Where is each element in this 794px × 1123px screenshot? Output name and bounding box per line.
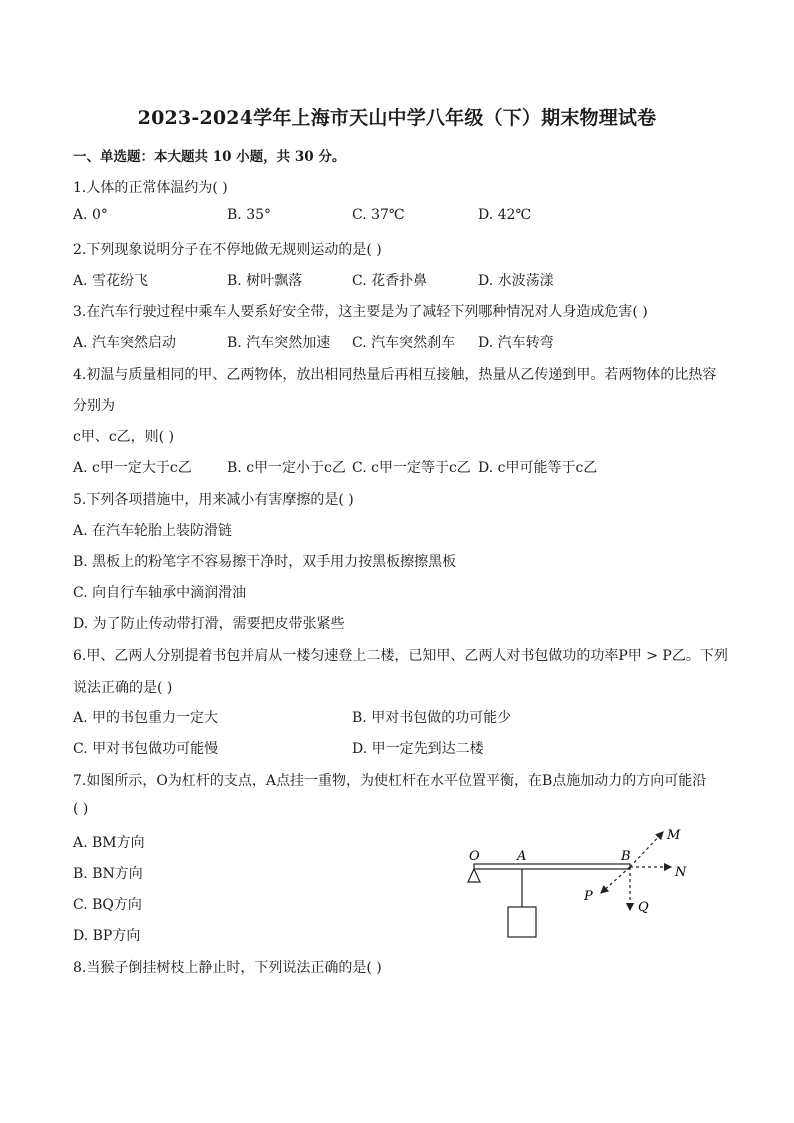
pivot-icon xyxy=(468,869,480,882)
lever-bar xyxy=(474,864,630,869)
question-7-stem-line-2: ( ) xyxy=(73,801,89,817)
question-1-option-c[interactable]: C. 37℃ xyxy=(352,207,405,223)
force-arrow-bp xyxy=(601,867,630,893)
label-p: P xyxy=(584,889,593,904)
question-1-option-b[interactable]: B. 35° xyxy=(227,207,272,223)
question-7-stem-line-1: 7.如图所示，O为杠杆的支点，A点挂一重物，为使杠杆在水平位置平衡，在B点施加动力的方向可能沿 xyxy=(73,773,707,789)
question-7-option-b[interactable]: B. BN方向 xyxy=(73,866,143,882)
question-5-option-b[interactable]: B. 黑板上的粉笔字不容易擦干净时，双手用力按黑板擦擦黑板 xyxy=(73,554,457,570)
lever-diagram xyxy=(460,822,700,947)
label-m: M xyxy=(667,828,681,843)
question-4-option-b[interactable]: B. c甲一定小于c乙 xyxy=(227,460,346,476)
question-3-option-a[interactable]: A. 汽车突然启动 xyxy=(73,335,177,351)
label-o: O xyxy=(469,849,480,864)
question-1-option-a[interactable]: A. 0° xyxy=(73,207,108,223)
question-4-option-d[interactable]: D. c甲可能等于c乙 xyxy=(478,460,598,476)
question-6-option-d[interactable]: D. 甲一定先到达二楼 xyxy=(352,741,484,757)
question-3-option-c[interactable]: C. 汽车突然刹车 xyxy=(352,335,456,351)
question-5-option-a[interactable]: A. 在汽车轮胎上装防滑链 xyxy=(73,523,233,539)
label-q: Q xyxy=(638,900,649,915)
force-arrow-bm xyxy=(630,832,663,867)
question-7-option-a[interactable]: A. BM方向 xyxy=(73,835,145,851)
question-8-stem: 8.当猴子倒挂树枝上静止时，下列说法正确的是( ) xyxy=(73,960,382,976)
question-3-option-d[interactable]: D. 汽车转弯 xyxy=(478,335,554,351)
question-1-stem: 1.人体的正常体温约为( ) xyxy=(73,180,228,196)
label-n: N xyxy=(675,865,687,880)
question-6-option-a[interactable]: A. 甲的书包重力一定大 xyxy=(73,710,219,726)
question-5-stem: 5.下列各项措施中，用来减小有害摩擦的是( ) xyxy=(73,492,354,508)
question-7-option-d[interactable]: D. BP方向 xyxy=(73,928,141,944)
question-6-option-c[interactable]: C. 甲对书包做功可能慢 xyxy=(73,741,219,757)
question-6-option-b[interactable]: B. 甲对书包做的功可能少 xyxy=(352,710,512,726)
question-4-option-a[interactable]: A. c甲一定大于c乙 xyxy=(73,460,192,476)
question-6-stem-line-2: 说法正确的是( ) xyxy=(73,680,173,696)
question-4-stem-line-2: 分别为 xyxy=(73,398,115,414)
section-header: 一、单选题：本大题共 10 小题，共 30 分。 xyxy=(73,149,346,165)
question-2-stem: 2.下列现象说明分子在不停地做无规则运动的是( ) xyxy=(73,242,382,258)
question-3-stem: 3.在汽车行驶过程中乘车人要系好安全带，这主要是为了减轻下列哪种情况对人身造成危害( ) xyxy=(73,304,648,320)
question-5-option-d[interactable]: D. 为了防止传动带打滑，需要把皮带张紧些 xyxy=(73,616,345,632)
question-2-option-b[interactable]: B. 树叶飘落 xyxy=(227,273,303,289)
label-b: B xyxy=(621,849,631,864)
page-title: 2023-2024学年上海市天山中学八年级（下）期末物理试卷 xyxy=(137,107,657,129)
question-4-stem-line-1: 4.初温与质量相同的甲、乙两物体，放出相同热量后再相互接触，热量从乙传递到甲。若两物体的比热容 xyxy=(73,367,717,383)
question-5-option-c[interactable]: C. 向自行车轴承中滴润滑油 xyxy=(73,585,247,601)
label-a: A xyxy=(517,849,527,864)
question-2-option-d[interactable]: D. 水波荡漾 xyxy=(478,273,554,289)
question-2-option-a[interactable]: A. 雪花纷飞 xyxy=(73,273,149,289)
question-3-option-b[interactable]: B. 汽车突然加速 xyxy=(227,335,331,351)
question-2-option-c[interactable]: C. 花香扑鼻 xyxy=(352,273,428,289)
question-4-option-c[interactable]: C. c甲一定等于c乙 xyxy=(352,460,471,476)
question-4-stem-line-3: c甲、c乙，则( ) xyxy=(73,429,175,445)
question-7-option-c[interactable]: C. BQ方向 xyxy=(73,897,142,913)
question-1-option-d[interactable]: D. 42℃ xyxy=(478,207,532,223)
weight-block xyxy=(508,907,536,937)
question-6-stem-line-1: 6.甲、乙两人分别提着书包并肩从一楼匀速登上二楼，已知甲、乙两人对书包做功的功率P甲 > P乙。下列 xyxy=(73,648,728,664)
